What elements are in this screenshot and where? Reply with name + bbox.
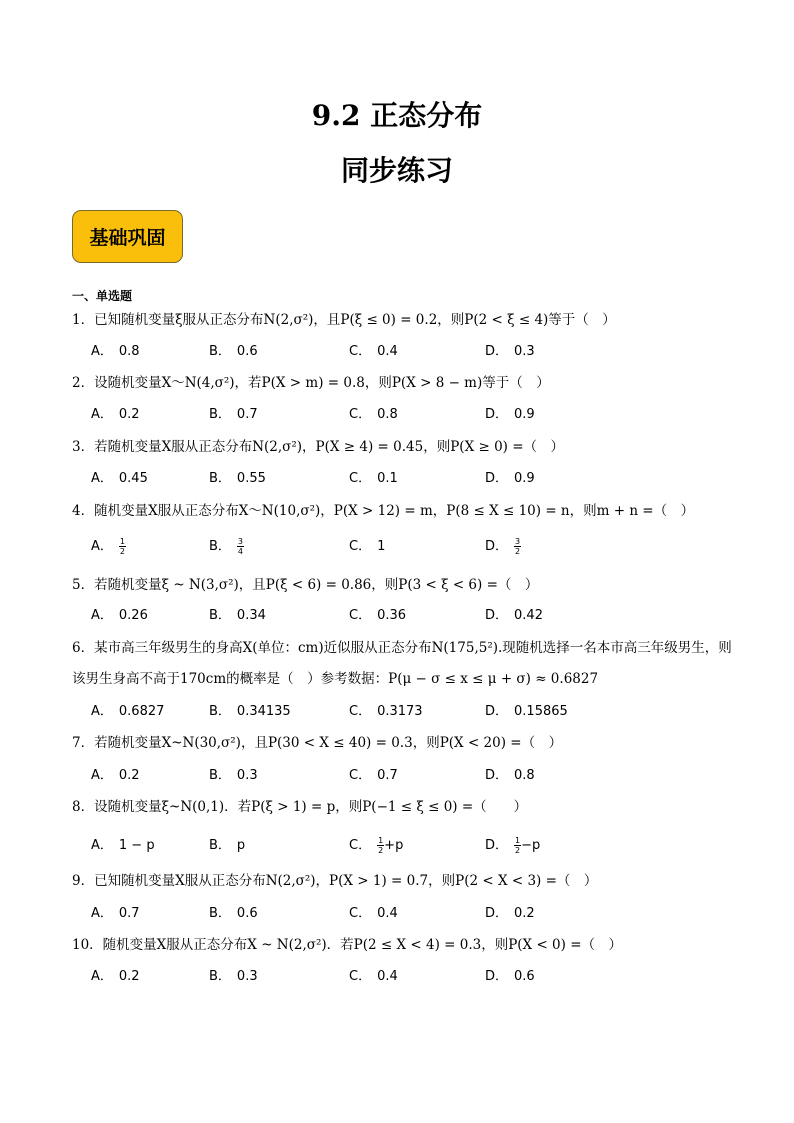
option-b[interactable]	[209, 606, 266, 626]
option-a[interactable]	[91, 405, 140, 425]
option-value: 0.9	[514, 471, 535, 486]
option-value: 0.6	[236, 906, 258, 921]
option-label: C．	[349, 906, 372, 921]
option-fraction	[119, 537, 126, 556]
option-row	[91, 405, 651, 427]
option-value: 0.2	[514, 906, 535, 921]
option-value: 0.6	[236, 344, 258, 359]
option-label: D．	[485, 344, 509, 359]
option-value: 0.36	[377, 608, 407, 623]
option-row	[91, 836, 651, 858]
option-d[interactable]	[485, 967, 535, 987]
option-value: 0.2	[118, 407, 140, 422]
option-value: 1	[377, 539, 386, 554]
option-suffix: +p	[384, 838, 404, 853]
option-value: 0.8	[377, 407, 398, 422]
fraction-denominator: 4	[237, 547, 244, 556]
option-value: 0.2	[118, 969, 140, 984]
option-label: D．	[485, 838, 509, 853]
fraction-denominator: 2	[119, 547, 125, 556]
option-label: B．	[209, 608, 231, 623]
option-value: 0.15865	[514, 704, 568, 719]
question-stem: 9．已知随机变量X服从正态分布N(2,σ²)，P(X > 1) = 0.7，则P(2 < X < 3) =（ ）	[72, 873, 598, 889]
option-b[interactable]	[209, 904, 258, 924]
fraction-numerator: 1	[119, 537, 125, 546]
option-b[interactable]	[209, 342, 258, 362]
question-stem: 2．设随机变量X～N(4,σ²)，若P(X > m) = 0.8，则P(X > 8 − m)等于（ ）	[72, 375, 550, 391]
option-label: A．	[91, 838, 113, 853]
option-value: 0.45	[118, 471, 148, 486]
option-d[interactable]	[485, 405, 535, 425]
option-row	[91, 702, 651, 724]
option-b[interactable]	[209, 537, 244, 557]
option-row	[91, 904, 651, 926]
option-label: D．	[485, 969, 509, 984]
option-value: 0.3	[236, 969, 258, 984]
option-c[interactable]	[349, 342, 398, 362]
option-label: D．	[485, 608, 509, 623]
option-value: 0.4	[377, 969, 398, 984]
option-label: C．	[349, 407, 372, 422]
option-label: C．	[349, 608, 372, 623]
page-title: 9.2 正态分布	[311, 99, 483, 132]
fraction-numerator: 3	[237, 537, 244, 546]
option-row	[91, 606, 651, 628]
option-d[interactable]	[485, 702, 568, 722]
option-label: A．	[91, 906, 113, 921]
option-label: D．	[485, 471, 509, 486]
option-d[interactable]	[485, 342, 535, 362]
option-value: 0.6827	[118, 704, 165, 719]
option-row	[91, 967, 651, 989]
option-row	[91, 537, 651, 559]
section-heading: 一、单选题	[72, 289, 133, 303]
option-b[interactable]	[209, 405, 258, 425]
option-a[interactable]	[91, 537, 126, 557]
option-d[interactable]	[485, 836, 540, 856]
question-stem: 5．若随机变量ξ ~ N(3,σ²)，且P(ξ < 6) = 0.86，则P(3 < ξ < 6) =（ ）	[72, 577, 539, 593]
option-value: 0.34135	[236, 704, 291, 719]
option-label: B．	[209, 344, 231, 359]
option-label: D．	[485, 539, 509, 554]
option-a[interactable]	[91, 469, 148, 489]
option-value: 0.3173	[377, 704, 423, 719]
option-c[interactable]	[349, 967, 398, 987]
option-value: 0.55	[236, 471, 266, 486]
option-a[interactable]	[91, 836, 155, 856]
option-value: 0.9	[514, 407, 535, 422]
option-label: B．	[209, 407, 231, 422]
option-label: B．	[209, 906, 231, 921]
option-label: D．	[485, 704, 509, 719]
option-b[interactable]	[209, 967, 258, 987]
option-c[interactable]	[349, 904, 398, 924]
option-value: 0.6	[514, 969, 535, 984]
question-stem: 3．若随机变量X服从正态分布N(2,σ²)，P(X ≥ 4) = 0.45，则P(X ≥ 0) =（ ）	[72, 439, 565, 455]
option-label: D．	[485, 768, 509, 783]
option-label: B．	[209, 539, 231, 554]
option-label: A．	[91, 407, 113, 422]
page-subtitle: 同步练习	[340, 154, 453, 187]
option-value: 0.4	[377, 906, 398, 921]
option-value: 0.7	[118, 906, 140, 921]
section-badge: 基础巩固	[72, 210, 183, 263]
option-fraction	[377, 836, 384, 855]
option-value: 0.42	[514, 608, 543, 623]
option-value: 0.2	[118, 768, 140, 783]
option-row	[91, 342, 651, 364]
option-label: C．	[349, 344, 372, 359]
option-a[interactable]	[91, 342, 140, 362]
option-label: A．	[91, 471, 113, 486]
option-d[interactable]	[485, 904, 535, 924]
option-value: 0.1	[377, 471, 398, 486]
question-stem: 7．若随机变量X~N(30,σ²)，且P(30 < X ≤ 40) = 0.3，则P(X < 20) =（ ）	[72, 735, 563, 751]
fraction-denominator: 2	[378, 846, 384, 855]
option-value: 0.4	[377, 344, 398, 359]
option-label: C．	[349, 768, 372, 783]
option-c[interactable]	[349, 836, 403, 856]
option-value: p	[236, 838, 246, 853]
option-c[interactable]	[349, 606, 406, 626]
option-label: C．	[349, 539, 372, 554]
option-label: B．	[209, 838, 231, 853]
option-d[interactable]	[485, 766, 535, 786]
option-value: 0.8	[118, 344, 140, 359]
option-b[interactable]	[209, 836, 245, 856]
option-c[interactable]	[349, 702, 423, 722]
question-stem: 6．某市高三年级男生的身高X(单位：cm)近似服从正态分布N(175,5²).现随机选择一名本市高三年级男生，则该男生身高不高于170cm的概率是（ ）参考数据：P(μ − σ ≤ x ≤ μ + σ) ≈ 0.6827	[72, 640, 732, 687]
option-label: A．	[91, 969, 113, 984]
option-fraction	[237, 537, 244, 556]
fraction-numerator: 3	[515, 537, 521, 546]
option-label: B．	[209, 768, 231, 783]
option-value: 0.8	[514, 768, 535, 783]
option-row	[91, 766, 651, 788]
option-c[interactable]	[349, 469, 398, 489]
question-stem: 8．设随机变量ξ~N(0,1)．若P(ξ > 1) = p，则P(−1 ≤ ξ ≤ 0) =（ ）	[72, 799, 528, 815]
option-label: C．	[349, 704, 372, 719]
option-label: C．	[349, 969, 372, 984]
option-d[interactable]	[485, 537, 521, 557]
option-a[interactable]	[91, 606, 148, 626]
option-b[interactable]	[209, 766, 258, 786]
option-b[interactable]	[209, 469, 266, 489]
option-value: 1 − p	[118, 838, 155, 853]
option-label: B．	[209, 471, 231, 486]
option-value: 0.7	[236, 407, 258, 422]
option-row	[91, 469, 651, 491]
option-label: A．	[91, 539, 113, 554]
option-c[interactable]	[349, 537, 385, 557]
option-value: 0.34	[236, 608, 266, 623]
option-fraction	[514, 836, 521, 855]
option-b[interactable]	[209, 702, 291, 722]
option-d[interactable]	[485, 469, 535, 489]
option-label: D．	[485, 906, 509, 921]
option-value: 0.26	[118, 608, 148, 623]
option-label: C．	[349, 838, 372, 853]
option-label: B．	[209, 704, 231, 719]
option-c[interactable]	[349, 405, 398, 425]
option-d[interactable]	[485, 606, 543, 626]
fraction-denominator: 2	[515, 547, 521, 556]
option-a[interactable]	[91, 702, 164, 722]
option-label: B．	[209, 969, 231, 984]
option-value: 0.3	[514, 344, 535, 359]
question-stem: 10．随机变量X服从正态分布X ~ N(2,σ²)．若P(2 ≤ X < 4) = 0.3，则P(X < 0) =（ ）	[72, 937, 623, 953]
option-label: D．	[485, 407, 509, 422]
option-value: 0.7	[377, 768, 398, 783]
option-label: A．	[91, 704, 113, 719]
option-a[interactable]	[91, 766, 140, 786]
option-a[interactable]	[91, 904, 140, 924]
option-c[interactable]	[349, 766, 398, 786]
option-label: A．	[91, 344, 113, 359]
option-suffix: −p	[521, 838, 541, 853]
question-stem: 4．随机变量X服从正态分布X～N(10,σ²)，P(X > 12) = m，P(8 ≤ X ≤ 10) = n，则m + n =（ ）	[72, 503, 695, 519]
option-fraction	[514, 537, 521, 556]
option-label: A．	[91, 608, 113, 623]
fraction-numerator: 1	[515, 836, 521, 845]
option-value: 0.3	[236, 768, 258, 783]
fraction-denominator: 2	[515, 846, 521, 855]
question-stem: 1．已知随机变量ξ服从正态分布N(2,σ²)，且P(ξ ≤ 0) = 0.2，则P(2 < ξ ≤ 4)等于（ ）	[72, 312, 616, 328]
fraction-numerator: 1	[378, 836, 384, 845]
option-label: C．	[349, 471, 372, 486]
option-a[interactable]	[91, 967, 140, 987]
option-label: A．	[91, 768, 113, 783]
